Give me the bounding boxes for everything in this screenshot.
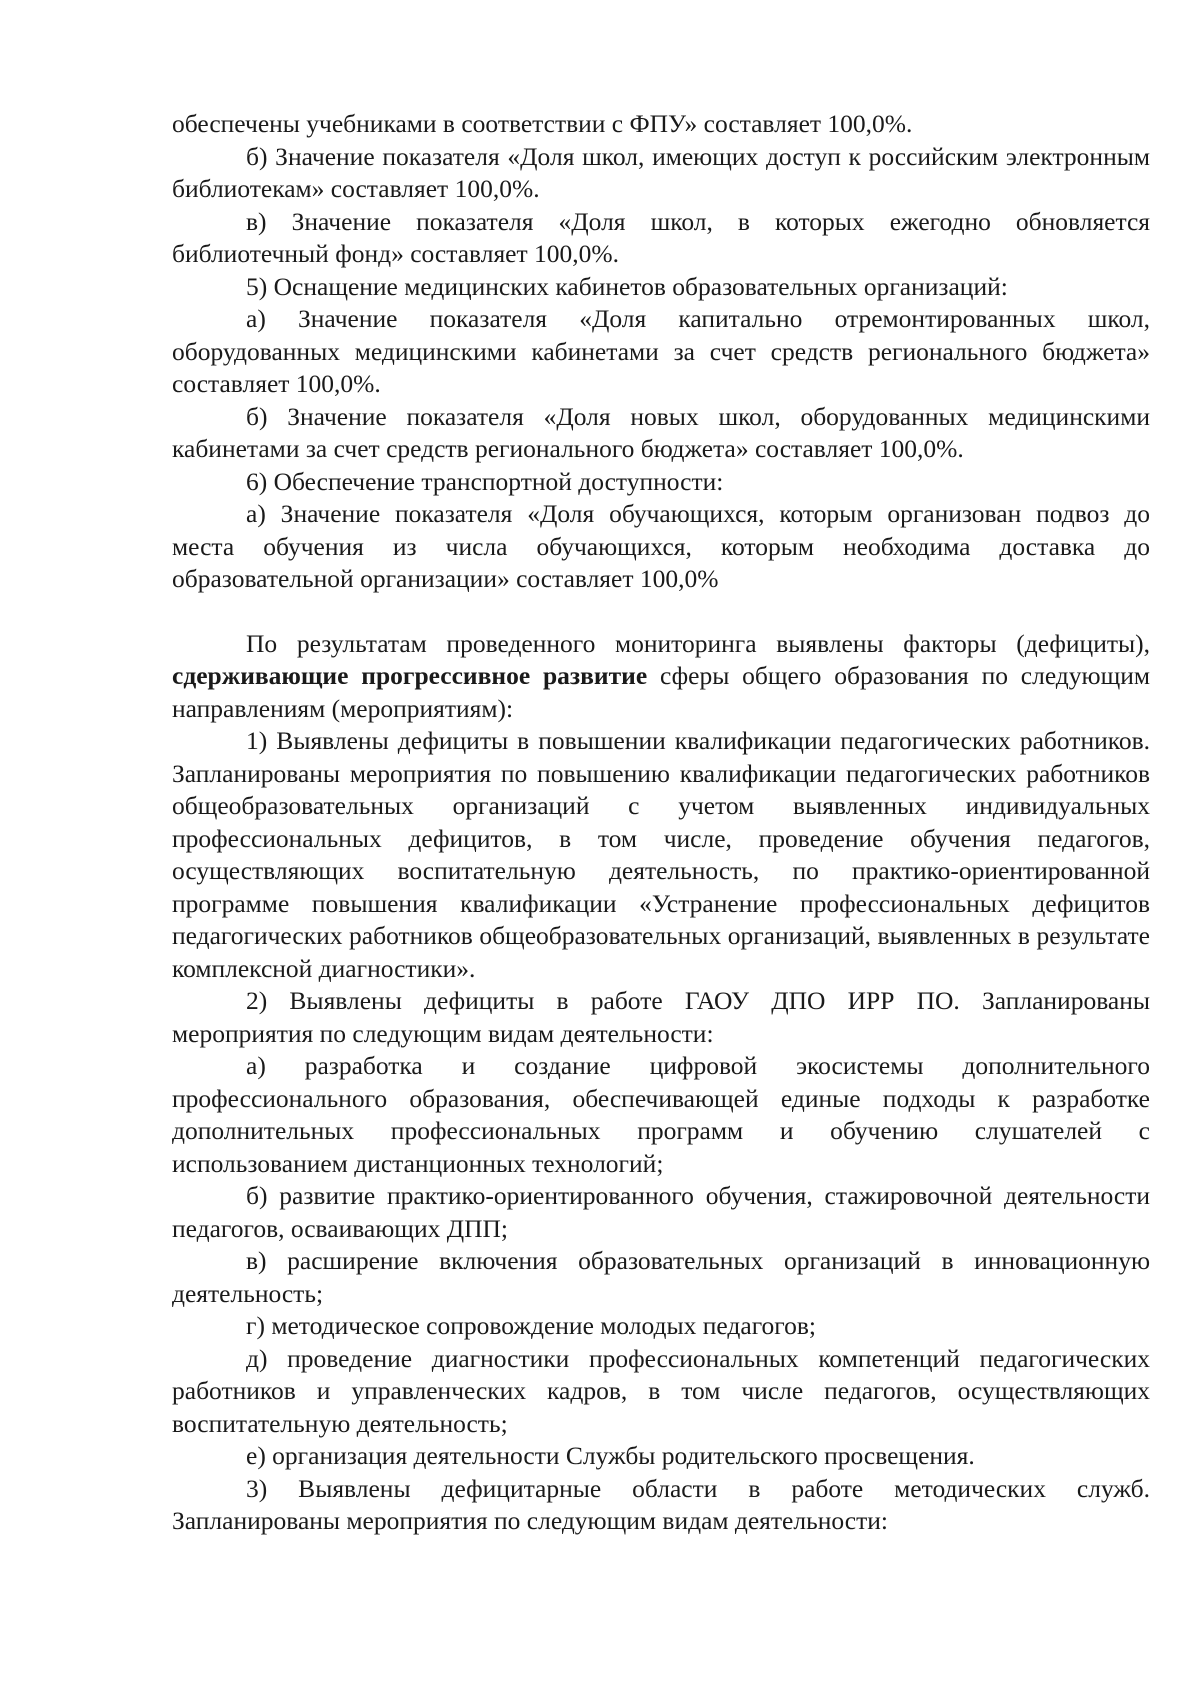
monitoring-text-start: По результатам проведенного мониторинга выявлены факторы (дефициты),: [246, 628, 1150, 658]
paragraph-deficit-methodical: 3) Выявлены дефицитарные области в работе методических служб. Запланированы мероприятия по следующим видам деятельности:: [172, 1473, 1150, 1535]
paragraph-medical-repaired-schools: а) Значение показателя «Доля капитально отремонтированных школ, оборудованных медицинскими кабинетами за счет средств регионального бюджета» составляет 100,0%.: [172, 304, 1150, 398]
list-item-digital-ecosystem: а) разработка и создание цифровой экосистемы дополнительного профессионального образования, обеспечивающей единые подходы к разработке дополнительных профессиональных программ и обучению слушателей с использованием дистанционных технологий;: [172, 1051, 1150, 1178]
list-item-innovation: в) расширение включения образовательных организаций в инновационную деятельность;: [172, 1246, 1150, 1308]
paragraph-library-fund: в) Значение показателя «Доля школ, в которых ежегодно обновляется библиотечный фонд» составляет 100,0%.: [172, 206, 1150, 268]
paragraph-electronic-libraries: б) Значение показателя «Доля школ, имеющих доступ к российским электронным библиотекам» составляет 100,0%.: [172, 141, 1150, 203]
paragraph-textbooks-end: обеспечены учебниками в соответствии с ФПУ» составляет 100,0%.: [172, 109, 913, 138]
list-item-diagnostics: д) проведение диагностики профессиональных компетенций педагогических работников и управленческих кадров, в том числе педагогов, осуществляющих воспитательную деятельность;: [172, 1343, 1150, 1438]
monitoring-text-end: сферы общего образования по следующим направлениям (мероприятиям):: [172, 661, 1151, 723]
list-item-parent-service: е) организация деятельности Службы родительского просвещения.: [246, 1441, 975, 1470]
monitoring-text-bold: сдерживающие прогрессивное развитие: [172, 661, 648, 690]
document-page: [172, 108, 1150, 1538]
paragraph-monitoring-results: [172, 628, 1150, 726]
paragraph-deficit-institute: 2) Выявлены дефициты в работе ГАОУ ДПО ИРР ПО. Запланированы мероприятия по следующим видам деятельности:: [172, 986, 1150, 1048]
list-item-practice-training: б) развитие практико-ориентированного обучения, стажировочной деятельности педагогов, осваивающих ДПП;: [172, 1181, 1150, 1243]
blank-line: [172, 596, 1150, 628]
paragraph-medical-heading: 5) Оснащение медицинских кабинетов образовательных организаций:: [246, 271, 1008, 301]
paragraph-medical-new-schools: б) Значение показателя «Доля новых школ, оборудованных медицинскими кабинетами за счет средств регионального бюджета» составляет 100,0%.: [172, 401, 1150, 463]
list-item-young-teachers: г) методическое сопровождение молодых педагогов;: [246, 1311, 816, 1340]
paragraph-transport-heading: 6) Обеспечение транспортной доступности:: [246, 466, 724, 496]
paragraph-transport-share: а) Значение показателя «Доля обучающихся, которым организован подвоз до места обучения из числа обучающихся, которым необходима доставка до образовательной организации» составляет 100,0%: [172, 499, 1150, 593]
paragraph-deficit-qualification: 1) Выявлены дефициты в повышении квалификации педагогических работников. Запланированы мероприятия по повышению квалификации педагогических работников общеобразовательных организаций с учетом выявленных индивидуальных профессиональных дефицитов, в том числе, проведение обучения педагогов, осуществляющих воспитательную деятельность, по практико-ориентированной программе повышения квалификации «Устранение профессиональных дефицитов педагогических работников общеобразовательных организаций, выявленных в результате комплексной диагностики».: [172, 726, 1150, 983]
